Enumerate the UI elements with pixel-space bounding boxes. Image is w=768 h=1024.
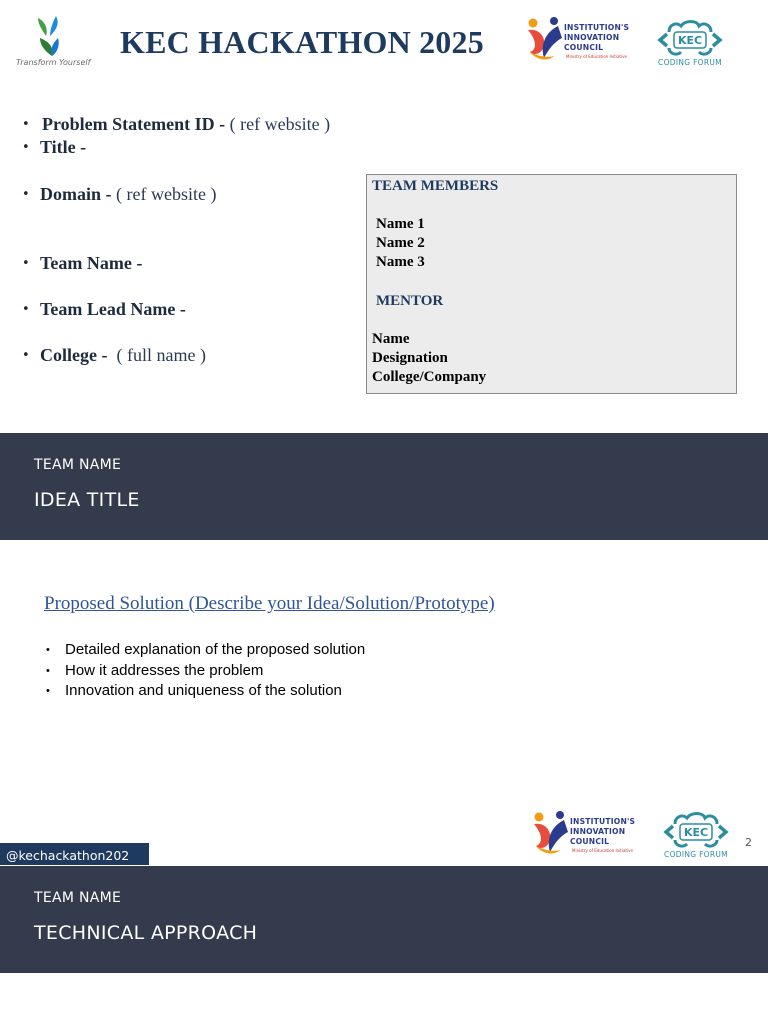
list-item: • Innovation and uniqueness of the solution [46,682,342,699]
mentor-name: Name [372,331,410,347]
kec-tagline: Transform Yourself [16,58,91,67]
svg-text:KEC: KEC [683,826,709,839]
coding-forum-caption: CODING FORUM [658,58,722,67]
team-member-name: Name 2 [376,235,425,251]
field-domain: • Domain - ( ref website ) [22,184,217,204]
iic-logo-subtext: Ministry of Education Initiative [572,848,633,853]
page-title: KEC HACKATHON 2025 [120,24,484,60]
slide-banner-technical [0,866,768,973]
mentor-designation: Designation [372,350,448,366]
field-team-name: • Team Name - [22,253,143,273]
list-item: • How it addresses the problem [46,661,264,679]
banner-team-name: TEAM NAME [34,457,122,473]
field-title: • Title - [22,137,87,157]
field-college: • College - ( full name ) [22,345,206,365]
coding-forum-logo [655,18,725,68]
mentor-college: College/Company [372,369,487,385]
solution-points-list [46,640,365,702]
field-team-lead: • Team Lead Name - [22,299,186,319]
team-member-name: Name 1 [376,216,425,232]
svg-text:KEC: KEC [677,34,703,47]
coding-forum-logo-icon [663,810,729,850]
coding-forum-caption: CODING FORUM [664,850,728,859]
field-problem-statement: • Problem Statement ID - ( ref website ) [22,114,331,134]
iic-logo-subtext: Ministry of Education Initiative [566,54,627,59]
slide-banner-idea [0,433,768,540]
social-handle[interactable]: @kechackathon202 [0,843,149,865]
iic-logo [524,16,630,66]
coding-forum-logo-icon [657,18,723,58]
team-members-heading: TEAM MEMBERS [372,178,499,194]
proposed-solution-heading[interactable]: Proposed Solution (Describe your Idea/Solution/Prototype) [44,593,495,614]
page-number: 2 [745,836,752,849]
coding-forum-logo-footer [661,810,731,860]
team-member-name: Name 3 [376,254,425,270]
iic-logo-text: INSTITUTION'S INNOVATION COUNCIL [570,817,636,846]
kec-logo [16,14,91,70]
iic-logo-icon [524,16,564,62]
team-members-box [366,174,737,394]
banner-team-name: TEAM NAME [34,890,122,906]
kec-leaf-logo-icon [16,14,80,58]
banner-heading: TECHNICAL APPROACH [34,922,258,944]
iic-logo-icon [530,810,570,856]
banner-heading: IDEA TITLE [34,489,140,511]
iic-logo-footer [530,810,636,860]
iic-logo-text: INSTITUTION'S INNOVATION COUNCIL [564,23,630,52]
list-item: • Detailed explanation of the proposed solution [46,641,366,658]
mentor-heading: MENTOR [376,293,444,309]
